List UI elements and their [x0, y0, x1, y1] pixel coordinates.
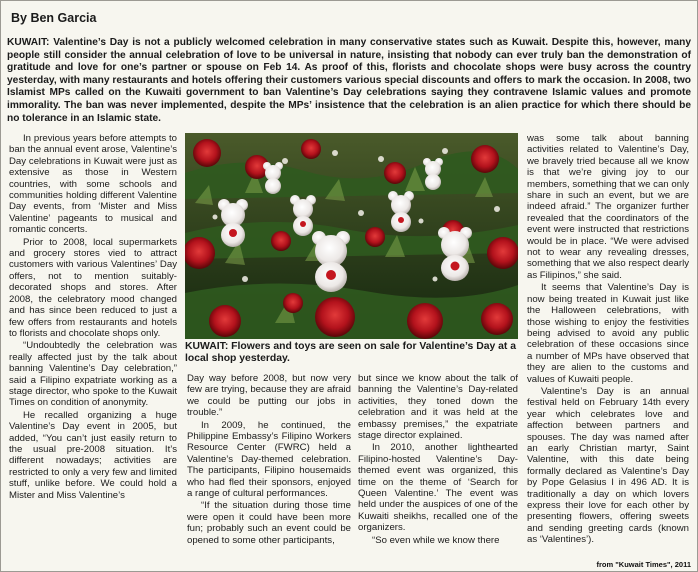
paragraph: In previous years before attempts to ban the annual event arose, Valentine’s Day celebrations in Kuwait were just as extensive as those in Western countries, with some schools and communities holding different Valentine Day events, from ‘Mister and Miss Valentine’ pageants to musical and romantic concerts.	[9, 133, 177, 236]
paragraph: was some talk about banning activities related to Valentine’s Day, we bravely tried because all we know is that we’re giving joy to our members, something that we can only share in such an event, but we are indeed afraid.” The organizer further revealed that the coordinators of the event were instructed that restrictions would be in place. “We were advised not to wear any revealing dresses, something that we also respect dearly as Filipinos,” she said.	[527, 133, 689, 281]
photo-caption: KUWAIT: Flowers and toys are seen on sale for Valentine’s Day at a local shop yesterday.	[185, 341, 517, 365]
article-column-3	[358, 373, 518, 563]
paragraph: He recalled organizing a huge Valentine’s Day event in 2005, but added, “You can’t just easily return to the usual pre-2008 situation. It’s different nowadays; activities are restricted to only a very few and limited stuff, unlike before. We could hold a Mister and Miss Valentine’s	[9, 409, 177, 501]
paragraph: “If the situation during those time were open it could have been more fun; probably such an event could be opened to some other participants,	[187, 500, 351, 546]
paragraph: “So even while we know there	[372, 534, 500, 546]
paragraph: but since we know about the talk of banning the Valentine’s Day-related activities, they toned down the celebration and it was held at the embassy premises,” the expatriate stage director explained.	[358, 373, 518, 442]
byline: By Ben Garcia	[11, 11, 97, 25]
article-lede: KUWAIT: Valentine’s Day is not a publicly welcomed celebration in many conservative states such as Kuwait. Despite this, however, many people still consider the annual celebration of love to be universal in nature, insisting that nobody can ever truly ban the demonstration of gratitude and love for one’s partner or spouse on Feb 14. As proof of this, florists and chocolate shops were busy across the country yesterday, with many restaurants and hotels offering their customers various special discounts and offers to mark the occasion. In 2008, two Islamist MPs called on the Kuwaiti government to ban Valentine’s Day celebrations saying they contravene Islamic values and promote immorality. The ban was never implemented, despite the MPs’ insistence that the celebration is an alien practice for which there should be no tolerance in an Islamic state.	[7, 37, 691, 124]
source-credit: from "Kuwait Times", 2011	[596, 560, 691, 569]
photo-flowers-and-teddy-bears	[185, 133, 518, 339]
article-column-2	[187, 373, 351, 563]
paragraph: It seems that Valentine’s Day is now being treated in Kuwait just like the Halloween celebrations, with those wishing to enjoy the festivities being advised to avoid any public celebration of these occasions since a number of MPs have observed that they are alien to the customs and values of Kuwaiti people.	[527, 282, 689, 385]
article-column-1	[9, 133, 177, 565]
paragraph: In 2010, another lighthearted Filipino-hosted Valentine’s Day-themed event was organized, this time on the theme of ‘Search for Queen Valentine.’ The event was held under the auspices of one of the Kuwaiti sheikhs, recalled one of the organizers.	[358, 442, 518, 534]
article-photo	[185, 133, 518, 339]
paragraph: Valentine’s Day is an annual festival held on February 14th every year which celebrates love and affection between partners and spouses. The day was named after an early Christian martyr, Saint Valentine, with this date being formally declared as Valentine’s Day by Pope Gelasius I in 496 AD. It is traditionally a day on which lovers express their love for each other by presenting flowers, offering sweets and sending greeting cards (known as ‘Valentines’).	[527, 385, 689, 546]
paragraph: Prior to 2008, local supermarkets and grocery stores vied to attract customers with various Valentines’ Day offers, not to mention suitably-decorated shops and stores. After 2008, the celebratory mood changed and has since been reduced to just a few offers from restaurants and hotels to florists and chocolate shops only.	[9, 236, 177, 339]
article-column-4	[527, 133, 689, 561]
paragraph: Day way before 2008, but now very few are trying, because they are afraid we could be putting our jobs in trouble.”	[187, 373, 351, 419]
paragraph: “Undoubtedly the celebration was really affected just by the talk about banning Valentine’s Day celebration,” said a Filipino expatriate working as a stage director, who spoke to the Kuwait Times on condition of anonymity.	[9, 340, 177, 409]
paragraph: In 2009, he continued, the Philippine Embassy’s Filipino Workers Resource Center (FWRC) held a Valentine’s Day-themed celebration. The participants, Filipino housemaids who had fled their sponsors, enjoyed a range of cultural performances.	[187, 419, 351, 500]
